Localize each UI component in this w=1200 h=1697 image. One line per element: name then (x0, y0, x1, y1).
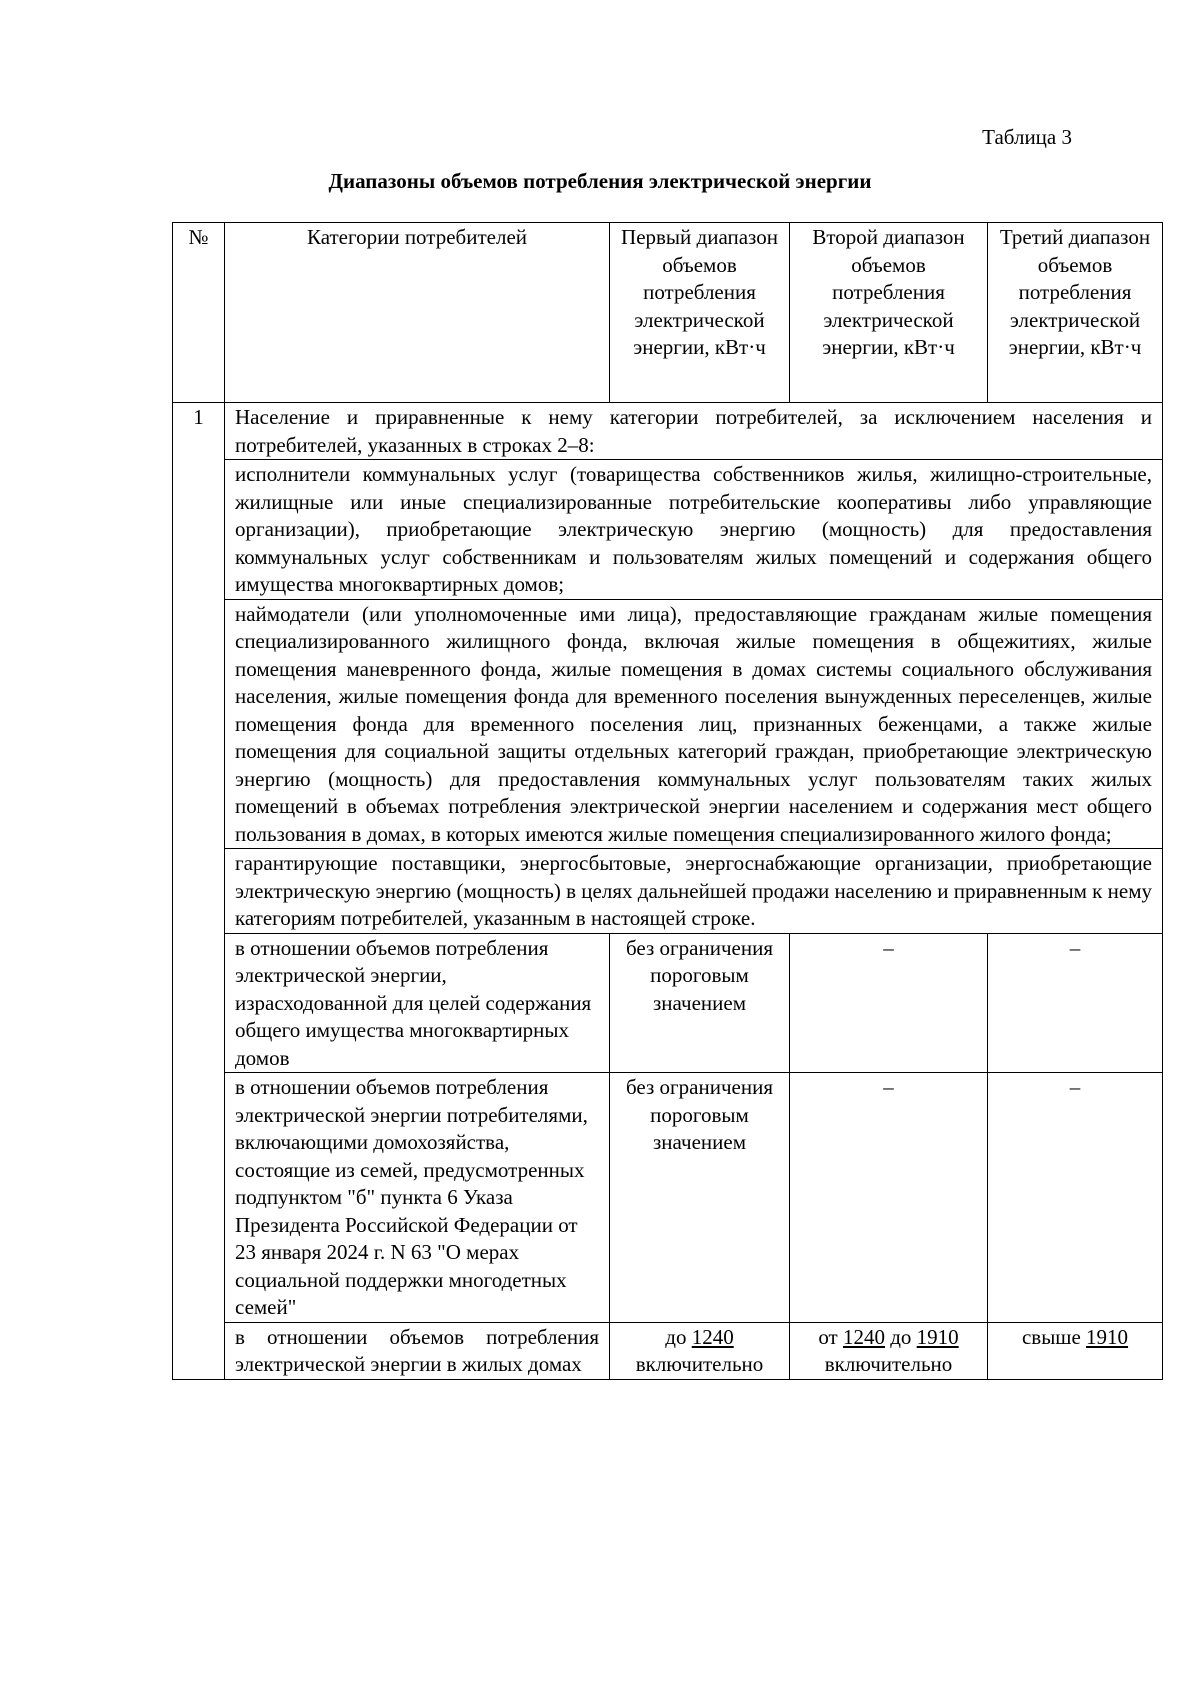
range-limit-link[interactable]: 1240 (691, 1324, 734, 1349)
second-range-value: – (790, 1073, 988, 1323)
second-range-value (790, 1322, 988, 1379)
document-title: Диапазоны объемов потребления электрической энергии (328, 169, 872, 193)
header-number: № (173, 223, 225, 403)
range-limit-link[interactable]: 1910 (916, 1324, 959, 1349)
table-row (173, 460, 1163, 600)
header-category: Категории потребителей (225, 223, 610, 403)
range-connector: до (890, 1324, 912, 1349)
row-heading: Население и приравненные к нему категории потребителей, за исключением населения и потребителей, указанных в строках 2–8: (225, 403, 1163, 460)
table-row (173, 403, 1163, 460)
third-range-value: – (988, 1073, 1163, 1323)
subcategory-text: гарантирующие поставщики, энергосбытовые, энергоснабжающие организации, приобретающие электрическую энергию (мощность) в целях дальнейшей продажи населению и приравненным к нему категориям потребителей, указанным в настоящей строке. (225, 849, 1163, 934)
third-range-value (988, 1322, 1163, 1379)
subcategory-text: наймодатели (или уполномоченные ими лица), предоставляющие гражданам жилые помещения специализированного жилищного фонда, включая жилые помещения в общежитиях, жилые помещения маневренного фонда, жилые помещения в домах системы социального обслуживания населения, жилые помещения фонда для временного поселения вынужденных переселенцев, жилые помещения фонда для временного поселения лиц, признанных беженцами, а также жилые помещения для социальной защиты отдельных категорий граждан, приобретающие электрическую энергию (мощность) для предоставления коммунальных услуг пользователям таких жилых помещений в объемах потребления электрической энергии населением и содержания мест общего пользования в домах, в которых имеются жилые помещения специализированного жилого фонда; (225, 599, 1163, 849)
header-first-range: Первый диапазон объемов потребления электрической энергии, кВт·ч (610, 223, 790, 403)
range-prefix: свыше (1021, 1324, 1081, 1349)
second-range-value: – (790, 933, 988, 1073)
first-range-value: без ограничения пороговым значением (610, 1073, 790, 1323)
table-row (173, 933, 1163, 1073)
table-row (173, 599, 1163, 849)
range-prefix: до (665, 1324, 687, 1349)
range-suffix: включительно (824, 1352, 953, 1376)
row-number: 1 (173, 403, 225, 1380)
table-number-label: Таблица 3 (982, 125, 1072, 149)
range-suffix: включительно (635, 1352, 764, 1376)
table-header-row (173, 223, 1163, 403)
range-category: в отношении объемов потребления электрической энергии потребителями, включающими домохозяйства, состоящие из семей, предусмотренных подпунктом "б" пункта 6 Указа Президента Российской Федерации от 23 января 2024 г. N 63 "О мерах социальной поддержки многодетных семей" (225, 1073, 610, 1323)
table-row (173, 1073, 1163, 1323)
consumption-ranges-table (172, 222, 1163, 1380)
header-third-range: Третий диапазон объемов потребления электрической энергии, кВт·ч (988, 223, 1163, 403)
table-row (173, 849, 1163, 934)
first-range-value: без ограничения пороговым значением (610, 933, 790, 1073)
range-category: в отношении объемов потребления электрической энергии, израсходованной для целей содержания общего имущества многоквартирных домов (225, 933, 610, 1073)
range-limit-link[interactable]: 1240 (842, 1324, 885, 1349)
header-second-range: Второй диапазон объемов потребления электрической энергии, кВт·ч (790, 223, 988, 403)
third-range-value: – (988, 933, 1163, 1073)
table-row (173, 1322, 1163, 1379)
range-category: в отношении объемов потребления электрической энергии в жилых домах (225, 1322, 610, 1379)
range-limit-link[interactable]: 1910 (1086, 1324, 1129, 1349)
range-prefix: от (818, 1324, 838, 1349)
first-range-value (610, 1322, 790, 1379)
subcategory-text: исполнители коммунальных услуг (товарищества собственников жилья, жилищно-строительные, жилищные или иные специализированные потребительские кооперативы либо управляющие организации), приобретающие электрическую энергию (мощность) для предоставления коммунальных услуг собственникам и пользователям жилых помещений и содержания общего имущества многоквартирных домов; (225, 460, 1163, 600)
